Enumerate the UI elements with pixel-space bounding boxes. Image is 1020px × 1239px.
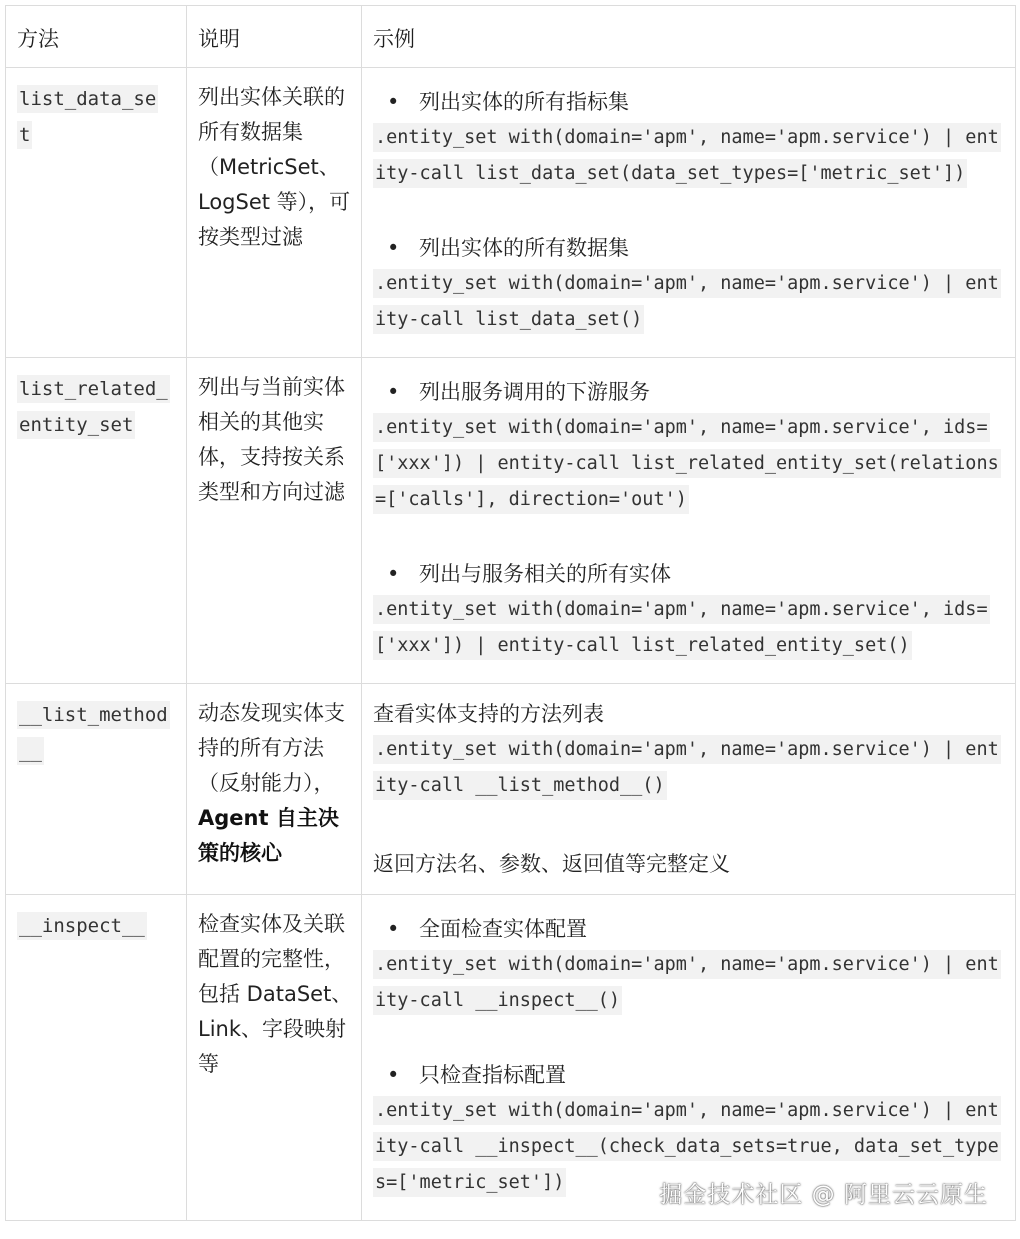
method-cell (6, 68, 187, 358)
bullet-icon: • (387, 380, 400, 404)
example-bullet (373, 230, 1003, 266)
table-header-row (6, 6, 1016, 68)
bullet-icon: • (387, 1063, 400, 1087)
code-snippet: .entity_set with(domain='apm', name='apm.service', ids=['xxx']) | entity-call list_related_entity_set() (373, 595, 990, 660)
bullet-icon: • (387, 562, 400, 586)
description-text: 列出与当前实体相关的其他实体，支持按关系类型和方向过滤 (198, 375, 345, 504)
example-bullet (373, 911, 1003, 947)
example-bullet (373, 84, 1003, 120)
example-outro: 返回方法名、参数、返回值等完整定义 (373, 852, 730, 876)
description-cell (187, 684, 362, 895)
method-cell (6, 684, 187, 895)
code-snippet: .entity_set with(domain='apm', name='apm.service') | entity-call list_data_set(data_set_types=['metric_set']) (373, 123, 1001, 188)
code-snippet: .entity_set with(domain='apm', name='apm.service') | entity-call __list_method__() (373, 735, 1001, 800)
table-row (6, 358, 1016, 684)
code-snippet: .entity_set with(domain='apm', name='apm.service', ids=['xxx']) | entity-call list_related_entity_set(relations=['calls'], direction='out') (373, 413, 1001, 514)
header-example: 示例 (362, 6, 1016, 68)
description-text: 列出实体关联的所有数据集（MetricSet、LogSet 等），可按类型过滤 (198, 85, 351, 249)
bullet-text: 全面检查实体配置 (419, 917, 587, 941)
method-name: __inspect__ (17, 912, 147, 940)
header-description: 说明 (187, 6, 362, 68)
example-bullet (373, 1057, 1003, 1093)
description-text: 动态发现实体支持的所有方法（反射能力）， (198, 701, 345, 795)
bullet-text: 列出实体的所有指标集 (419, 90, 629, 114)
bullet-text: 列出与服务相关的所有实体 (419, 562, 671, 586)
method-name: __list_method__ (17, 701, 170, 765)
description-cell (187, 358, 362, 684)
description-text: 检查实体及关联配置的完整性，包括 DataSet、Link、字段映射等 (198, 912, 353, 1076)
table-row (6, 684, 1016, 895)
code-snippet: .entity_set with(domain='apm', name='apm.service') | entity-call __inspect__(check_data_sets=true, data_set_types=['metric_set']) (373, 1096, 1001, 1197)
example-cell (362, 358, 1016, 684)
method-cell (6, 895, 187, 1221)
bullet-icon: • (387, 90, 400, 114)
description-cell (187, 68, 362, 358)
bullet-text: 只检查指标配置 (419, 1063, 566, 1087)
description-bold-text: Agent 自主决策的核心 (198, 806, 339, 865)
bullet-icon: • (387, 236, 400, 260)
example-cell (362, 68, 1016, 358)
bullet-text: 列出服务调用的下游服务 (419, 380, 650, 404)
bullet-text: 列出实体的所有数据集 (419, 236, 629, 260)
table-row (6, 68, 1016, 358)
method-cell (6, 358, 187, 684)
watermark: 掘金技术社区 @ 阿里云云原生 (659, 1182, 988, 1208)
table-row (6, 895, 1016, 1221)
example-intro: 查看实体支持的方法列表 (373, 702, 604, 726)
example-cell (362, 895, 1016, 1221)
methods-table (5, 5, 1016, 1221)
example-bullet (373, 556, 1003, 592)
method-name: list_data_set (17, 85, 158, 149)
code-snippet: .entity_set with(domain='apm', name='apm.service') | entity-call __inspect__() (373, 950, 1001, 1015)
method-name: list_related_entity_set (17, 375, 170, 439)
header-method: 方法 (6, 6, 187, 68)
code-snippet: .entity_set with(domain='apm', name='apm.service') | entity-call list_data_set() (373, 269, 1001, 334)
example-cell (362, 684, 1016, 895)
description-cell (187, 895, 362, 1221)
bullet-icon: • (387, 917, 400, 941)
example-bullet (373, 374, 1003, 410)
